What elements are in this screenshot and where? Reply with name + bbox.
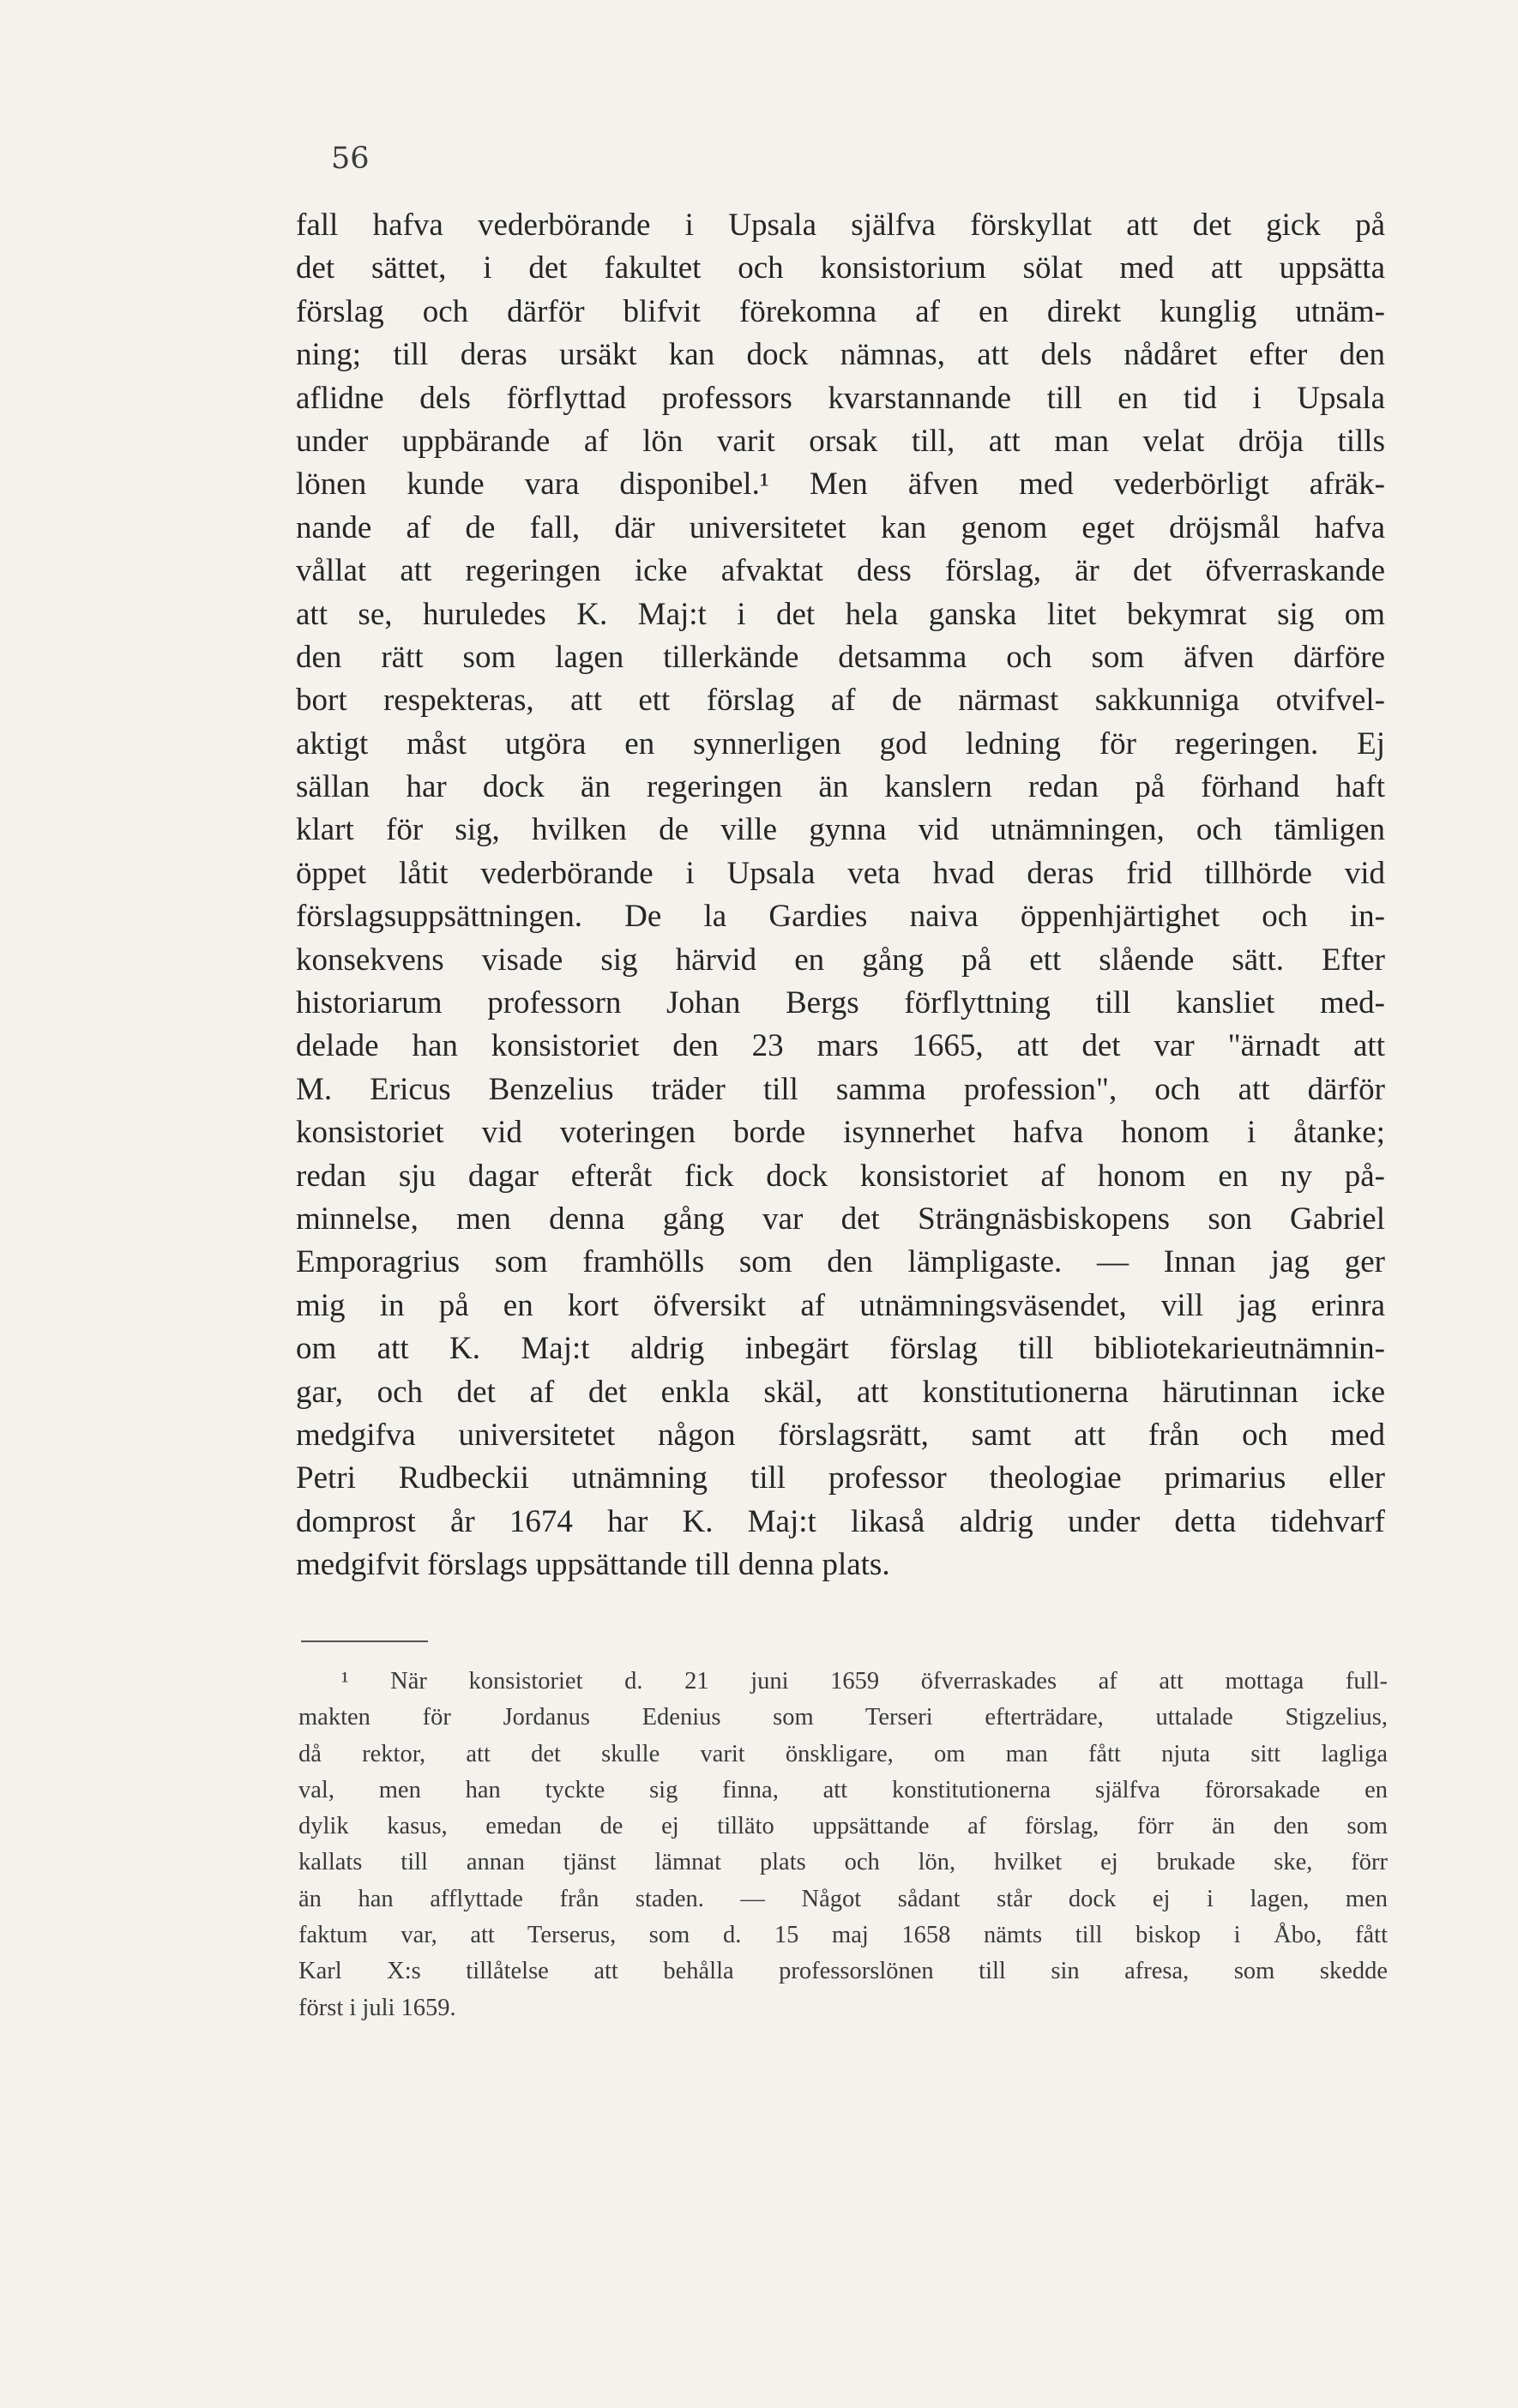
body-line: redan sju dagar efteråt fick dock konsistoriet af honom en ny på- [296, 1158, 1385, 1194]
page-number: 56 [331, 141, 370, 176]
footnote-line: då rektor, att det skulle varit önskligare, om man fått njuta sitt lagliga [298, 1740, 1388, 1767]
footnote-line: först i juli 1659. [298, 1994, 456, 2021]
footnote-line: ¹ När konsistoriet d. 21 juni 1659 öfverraskades af att mottaga full- [341, 1668, 1388, 1695]
body-line: förslagsuppsättningen. De la Gardies naiva öppenhjärtighet och in- [296, 899, 1385, 935]
body-line: den rätt som lagen tillerkände detsamma och som äfven därföre [296, 639, 1385, 675]
body-line: ning; till deras ursäkt kan dock nämnas, att dels nådåret efter den [296, 337, 1385, 373]
footnote-divider [301, 1640, 428, 1642]
body-line: medgifvit förslags uppsättande till denna plats. [296, 1547, 890, 1583]
body-line: fall hafva vederbörande i Upsala själfva förskyllat att det gick på [296, 208, 1385, 243]
footnote-line: än han afflyttade från staden. — Något sådant står dock ej i lagen, men [298, 1885, 1388, 1912]
body-line: medgifva universitetet någon förslagsrätt, samt att från och med [296, 1417, 1385, 1453]
body-line: aktigt måst utgöra en synnerligen god ledning för regeringen. Ej [296, 725, 1385, 762]
footnote [298, 1664, 1388, 2026]
body-line: sällan har dock än regeringen än kanslern redan på förhand haft [296, 769, 1385, 805]
footnote-line: kallats till annan tjänst lämnat plats och lön, hvilket ej brukade ske, förr [298, 1849, 1388, 1876]
body-line: aflidne dels förflyttad professors kvarstannande till en tid i Upsala [296, 380, 1385, 416]
footnote-line: val, men han tyckte sig finna, att konstitutionerna själfva förorsakade en [298, 1776, 1388, 1803]
body-line: klart för sig, hvilken de ville gynna vid utnämningen, och tämligen [296, 812, 1385, 848]
body-line: öppet låtit vederbörande i Upsala veta hvad deras frid tillhörde vid [296, 855, 1385, 891]
body-line: förslag och därför blifvit förekomna af en direkt kunglig utnäm- [296, 293, 1385, 329]
body-line: M. Ericus Benzelius träder till samma profession", och att därför [296, 1071, 1385, 1107]
body-line: minnelse, men denna gång var det Strängnäsbiskopens son Gabriel [296, 1201, 1385, 1237]
footnote-line: faktum var, att Terserus, som d. 15 maj 1658 nämts till biskop i Åbo, fått [298, 1922, 1388, 1949]
body-line: gar, och det af det enkla skäl, att konstitutionerna härutinnan icke [296, 1374, 1385, 1410]
body-line: att se, huruledes K. Maj:t i det hela ganska litet bekymrat sig om [296, 596, 1385, 632]
body-line: vållat att regeringen icke afvaktat dess förslag, är det öfverraskande [296, 553, 1385, 589]
footnote-line: Karl X:s tillåtelse att behålla professorslönen till sin afresa, som skedde [298, 1958, 1388, 1985]
body-line: konsekvens visade sig härvid en gång på ett slående sätt. Efter [296, 942, 1385, 978]
body-text [296, 204, 1385, 1587]
body-line: det sättet, i det fakultet och konsistorium sölat med att uppsätta [296, 250, 1385, 286]
body-line: lönen kunde vara disponibel.¹ Men äfven med vederbörligt afräk- [296, 467, 1385, 503]
body-line: bort respekteras, att ett förslag af de närmast sakkunniga otvifvel- [296, 683, 1385, 719]
body-line: delade han konsistoriet den 23 mars 1665, att det var "ärnadt att [296, 1028, 1385, 1064]
body-line: domprost år 1674 har K. Maj:t likaså aldrig under detta tidehvarf [296, 1503, 1385, 1539]
body-line: mig in på en kort öfversikt af utnämningsväsendet, vill jag erinra [296, 1287, 1385, 1323]
body-line: Emporagrius som framhölls som den lämpligaste. — Innan jag ger [296, 1244, 1385, 1280]
body-line: Petri Rudbeckii utnämning till professor theologiae primarius eller [296, 1460, 1385, 1496]
body-line: nande af de fall, där universitetet kan genom eget dröjsmål hafva [296, 509, 1385, 545]
body-line: under uppbärande af lön varit orsak till, att man velat dröja tills [296, 423, 1385, 459]
body-line: om att K. Maj:t aldrig inbegärt förslag till bibliotekarieutnämnin- [296, 1331, 1385, 1367]
footnote-line: dylik kasus, emedan de ej tilläto uppsättande af förslag, förr än den som [298, 1813, 1388, 1840]
footnote-line: makten för Jordanus Edenius som Terseri efterträdare, uttalade Stigzelius, [298, 1704, 1388, 1731]
body-line: historiarum professorn Johan Bergs förflyttning till kansliet med- [296, 985, 1385, 1021]
body-line: konsistoriet vid voteringen borde isynnerhet hafva honom i åtanke; [296, 1115, 1385, 1151]
